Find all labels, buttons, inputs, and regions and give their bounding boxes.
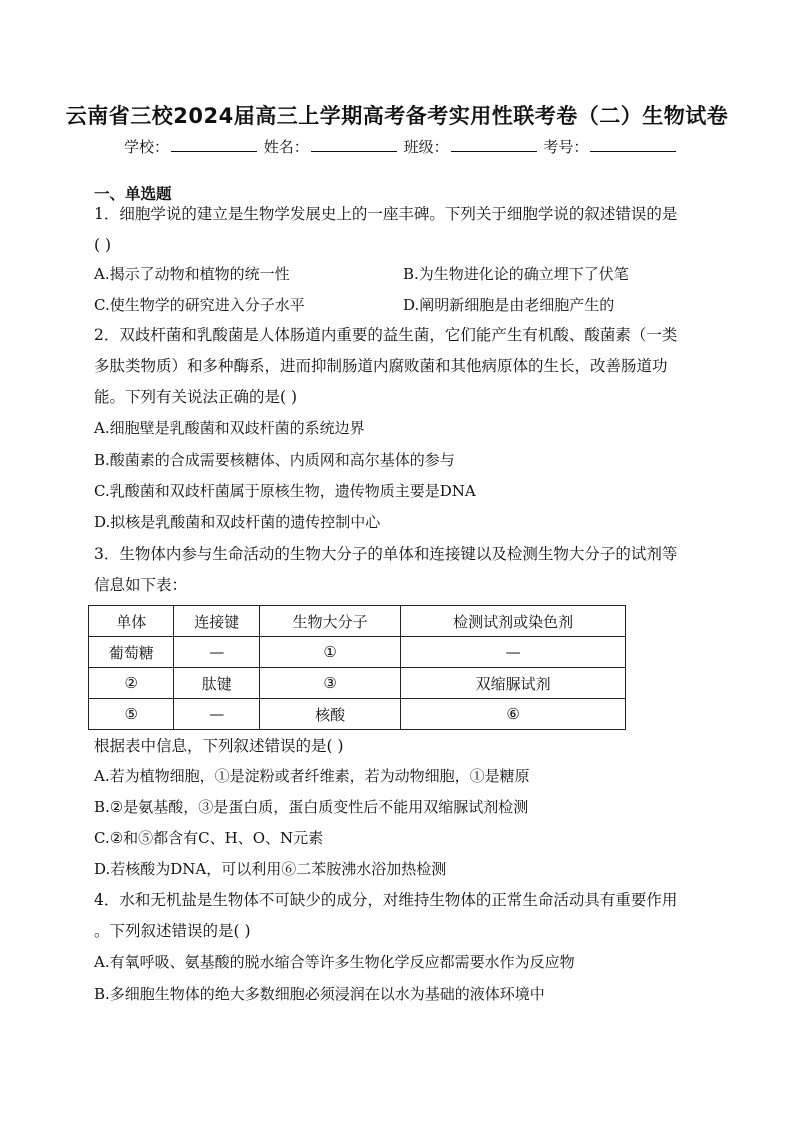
biomolecule-table [88,605,626,730]
table-header-cell: 连接键 [174,606,259,637]
q3-option-d[interactable]: D.若核酸为DNA，可以利用⑥二苯胺沸水浴加热检测 [94,860,447,878]
school-blank[interactable] [171,137,257,152]
number-blank[interactable] [590,137,676,152]
student-info-row [124,136,678,157]
q3-stem-line1: 3．生物体内参与生命活动的生物大分子的单体和连接键以及检测生物大分子的试剂等 [94,545,678,563]
q4-option-b[interactable]: B.多细胞生物体的绝大多数细胞必须浸润在以水为基础的液体环境中 [94,985,545,1003]
q3-stem-line3: 根据表中信息，下列叙述错误的是( ) [94,737,344,755]
table-row [89,699,626,730]
table-cell: — [401,637,626,668]
table-cell: — [174,699,259,730]
school-label: 学校： [124,138,170,156]
q1-option-b[interactable]: B.为生物进化论的确立埋下了伏笔 [403,265,629,283]
table-cell: ⑤ [89,699,174,730]
table-row [89,637,626,668]
name-blank[interactable] [311,137,397,152]
q4-stem-line2: 。下列叙述错误的是( ) [94,922,251,940]
q2-stem-line1: 2．双歧杆菌和乳酸菌是人体肠道内重要的益生菌，它们能产生有机酸、酸菌素（一类 [94,326,678,344]
table-header-cell: 单体 [89,606,174,637]
class-blank[interactable] [451,137,537,152]
table-cell: ① [259,637,400,668]
q1-option-d[interactable]: D.阐明新细胞是由老细胞产生的 [403,296,615,314]
q2-option-a[interactable]: A.细胞壁是乳酸菌和双歧杆菌的系统边界 [94,419,365,437]
q2-option-d[interactable]: D.拟核是乳酸菌和双歧杆菌的遗传控制中心 [94,513,381,531]
q1-option-a[interactable]: A.揭示了动物和植物的统一性 [94,265,290,283]
q2-stem-line3: 能。下列有关说法正确的是( ) [94,388,298,406]
table-cell: ⑥ [401,699,626,730]
table-header-cell: 检测试剂或染色剂 [401,606,626,637]
table-cell: 双缩脲试剂 [401,668,626,699]
q1-option-c[interactable]: C.使生物学的研究进入分子水平 [94,296,305,314]
section-heading: 一、单选题 [94,185,172,203]
page-title: 云南省三校2024届高三上学期高考备考实用性联考卷（二）生物试卷 [65,104,729,128]
q3-option-b[interactable]: B.②是氨基酸，③是蛋白质，蛋白质变性后不能用双缩脲试剂检测 [94,798,529,816]
table-row [89,668,626,699]
q1-stem-line2: ( ) [94,236,112,254]
q1-stem-line1: 1．细胞学说的建立是生物学发展史上的一座丰碑。下列关于细胞学说的叙述错误的是 [94,205,678,223]
q2-option-c[interactable]: C.乳酸菌和双歧杆菌属于原核生物，遗传物质主要是DNA [94,482,476,500]
q4-option-a[interactable]: A.有氧呼吸、氨基酸的脱水缩合等许多生物化学反应都需要水作为反应物 [94,953,575,971]
q3-option-c[interactable]: C.②和⑤都含有C、H、O、N元素 [94,829,324,847]
q2-stem-line2: 多肽类物质）和多种酶系，进而抑制肠道内腐败菌和其他病原体的生长，改善肠道功 [94,357,668,375]
class-label: 班级： [403,138,449,156]
table-cell: — [174,637,259,668]
q4-stem-line1: 4．水和无机盐是生物体不可缺少的成分，对维持生物体的正常生命活动具有重要作用 [94,891,678,909]
table-cell: ③ [259,668,400,699]
name-label: 姓名： [263,138,309,156]
q3-stem-line2: 信息如下表： [94,576,188,594]
table-cell: 葡萄糖 [89,637,174,668]
table-cell: ② [89,668,174,699]
table-header-row [89,606,626,637]
q2-option-b[interactable]: B.酸菌素的合成需要核糖体、内质网和高尔基体的参与 [94,451,455,469]
table-cell: 核酸 [259,699,400,730]
table-header-cell: 生物大分子 [259,606,400,637]
q3-option-a[interactable]: A.若为植物细胞，①是淀粉或者纤维素，若为动物细胞，①是糖原 [94,767,530,785]
table-cell: 肽键 [174,668,259,699]
number-label: 考号： [543,138,589,156]
